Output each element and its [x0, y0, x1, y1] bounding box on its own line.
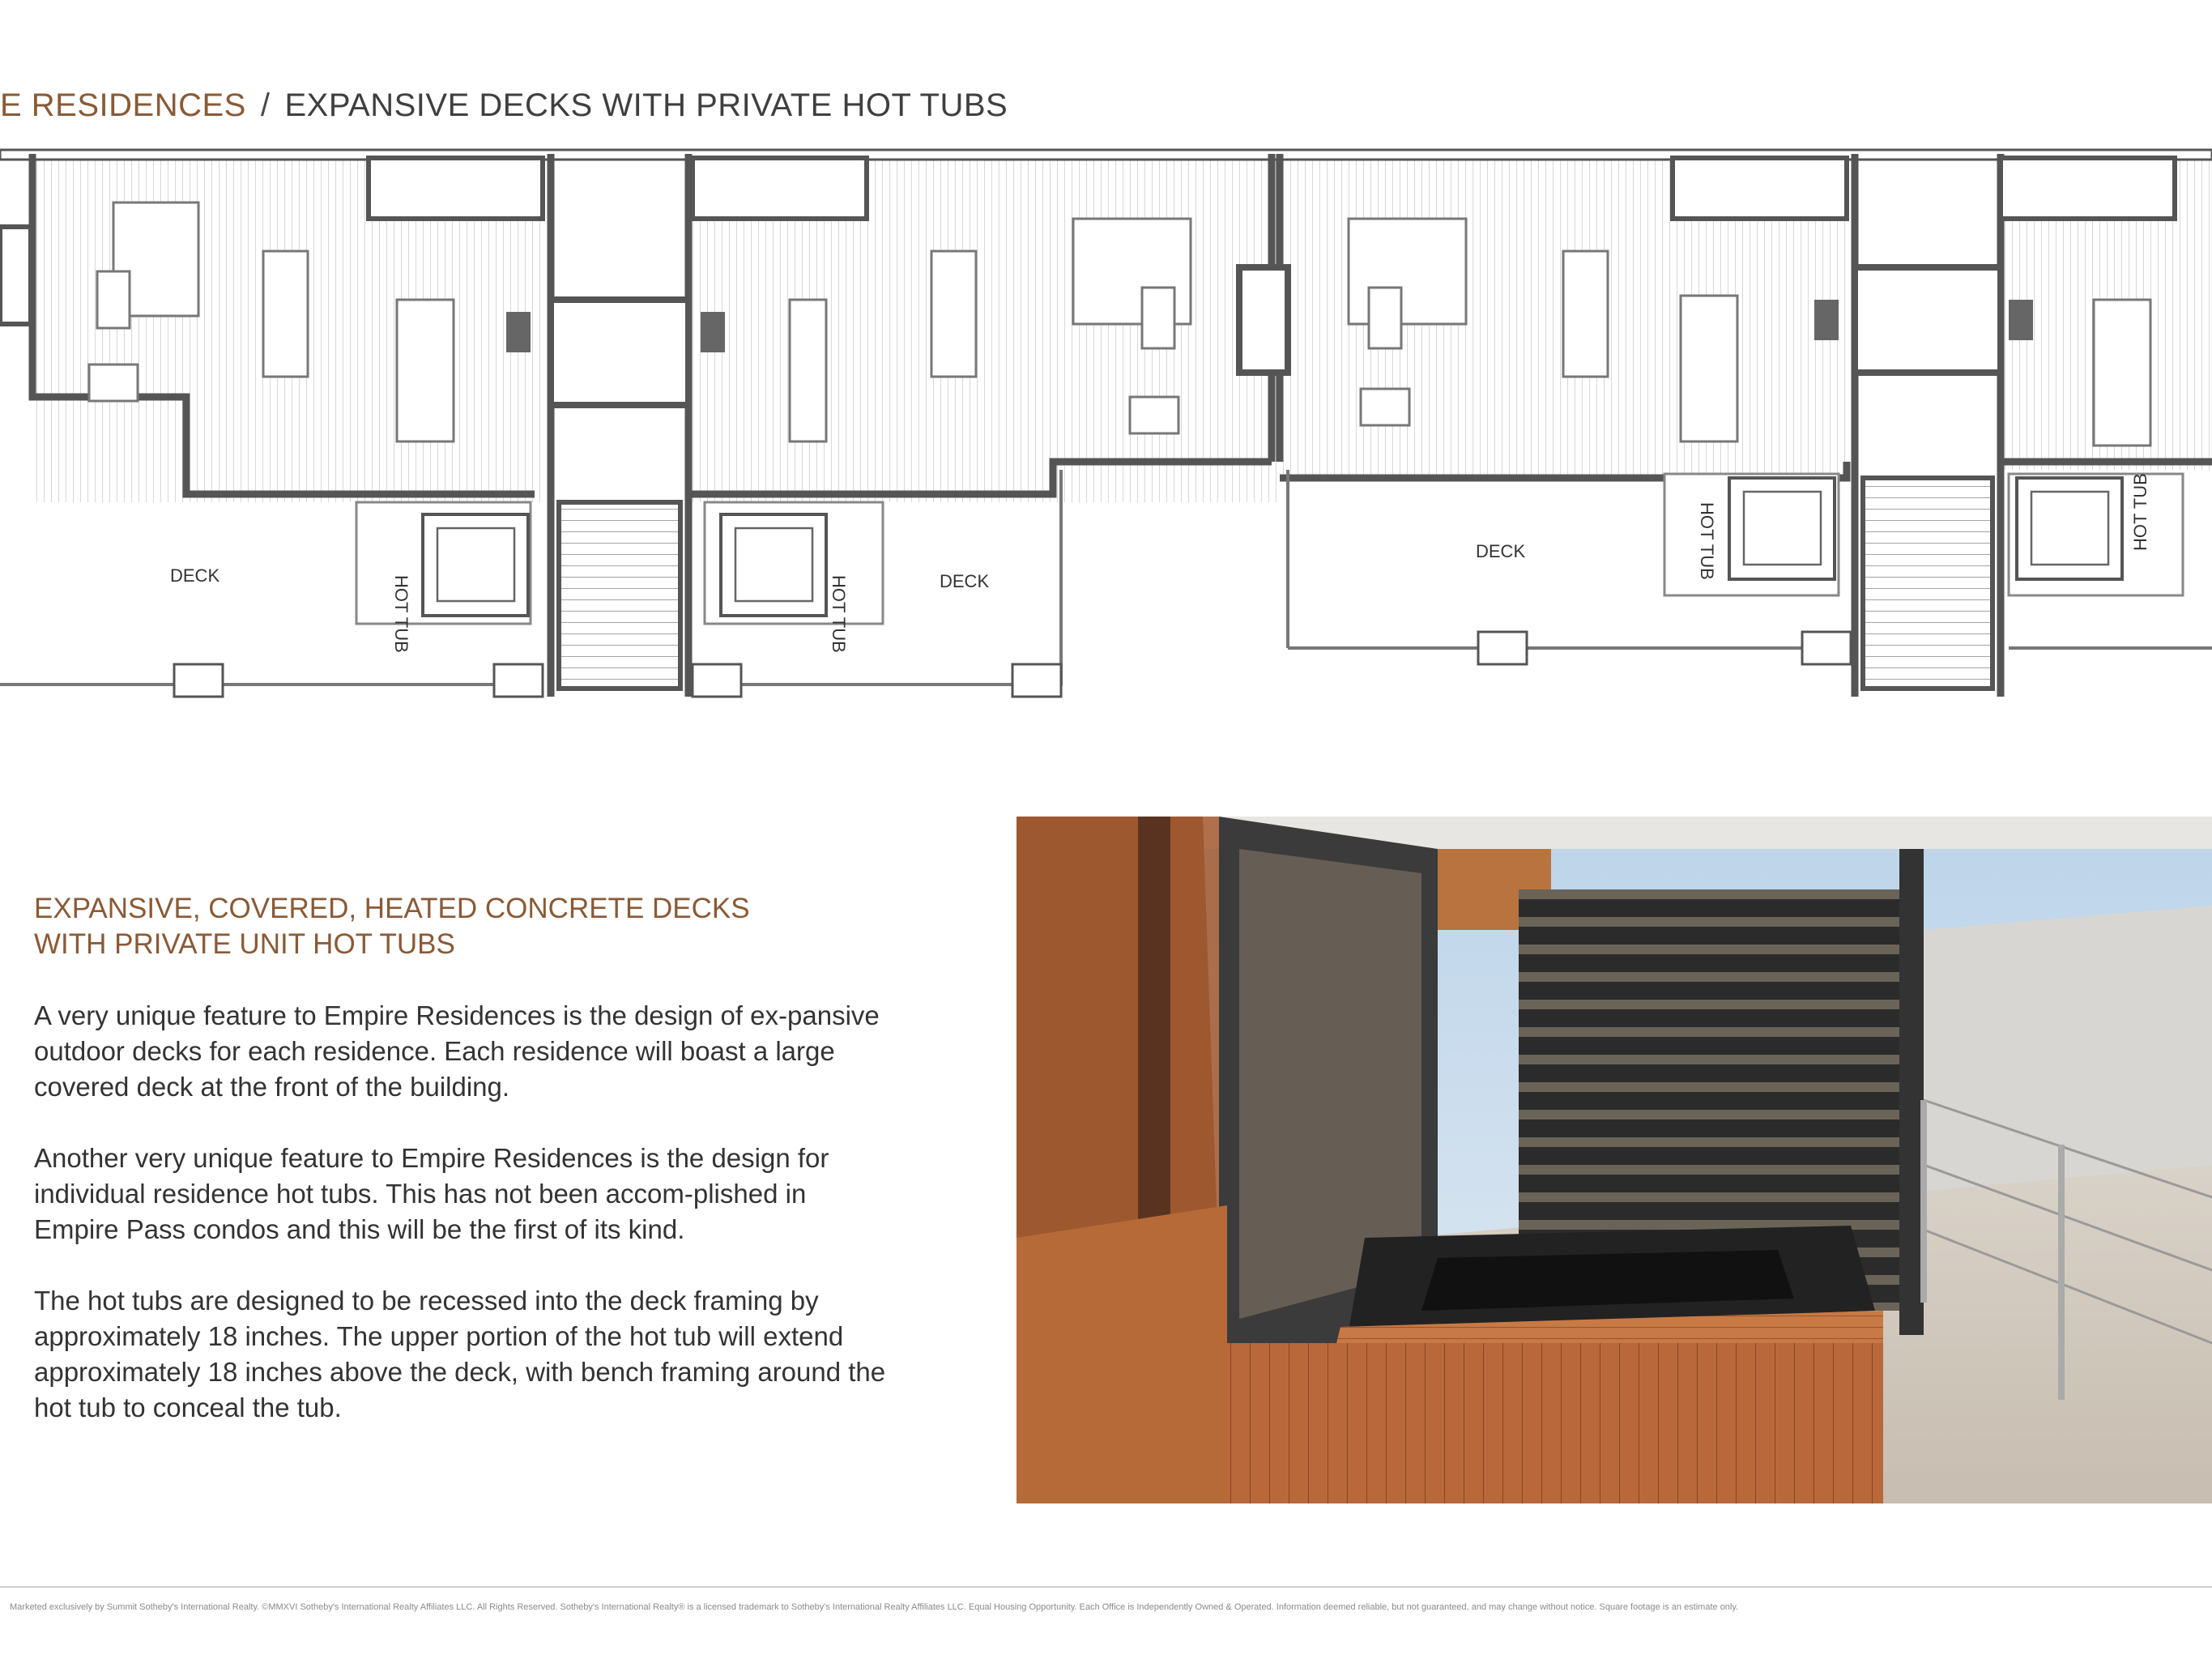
hot-tub-label-2: HOT TUB — [829, 575, 849, 653]
hot-tub-label-1: HOT TUB — [391, 575, 411, 653]
deck-label-3: DECK — [1476, 541, 1526, 561]
deck-rendering — [1016, 817, 2212, 1503]
section-title-line-1: EXPANSIVE, COVERED, HEATED CONCRETE DECKS — [34, 893, 750, 924]
hot-tub-label-4: HOT TUB — [2130, 473, 2150, 551]
paragraph-1: A very unique feature to Empire Residences is the design of ex-pansive outdoor decks for each residence. Each residence will boast a large covered deck at the front of the building. — [34, 1000, 880, 1102]
deck-label-2: DECK — [940, 571, 990, 591]
header-title: EXPANSIVE DECKS WITH PRIVATE HOT TUBS — [284, 87, 1008, 123]
footer-divider — [0, 1586, 2212, 1588]
header-section: E RESIDENCES — [0, 87, 246, 123]
paragraph-2: Another very unique feature to Empire Residences is the design for individual residence hot tubs. This has not been accom-plished in Empire Pass condos and this will be the first of its kind. — [34, 1143, 829, 1244]
footer-disclaimer: Marketed exclusively by Summit Sotheby's International Realty. ©MMXVI Sotheby's International Realty Affiliates LLC. All Rights Reserved. Sotheby's International Realty® is a licensed trademark to Sotheby's International Realty Affiliates LLC. Equal Housing Opportunity. Each Office is Independently Owned & Operated. Information deemed reliable, but not guaranteed, and may change without notice. Square footage is an estimate only. — [10, 1602, 1739, 1612]
section-title — [34, 891, 750, 962]
deck-label-1: DECK — [170, 565, 220, 586]
page-header — [0, 87, 1008, 133]
floor-plan — [0, 146, 2212, 786]
header-separator: / — [260, 87, 271, 123]
hot-tub-label-3: HOT TUB — [1697, 502, 1717, 580]
section-title-line-2: WITH PRIVATE UNIT HOT TUBS — [34, 928, 455, 960]
paragraph-3: The hot tubs are designed to be recessed into the deck framing by approximately 18 inches. The upper portion of the hot tub will extend approximately 18 inches above the deck, with bench framing around the hot tub to conceal the tub. — [34, 1286, 886, 1422]
